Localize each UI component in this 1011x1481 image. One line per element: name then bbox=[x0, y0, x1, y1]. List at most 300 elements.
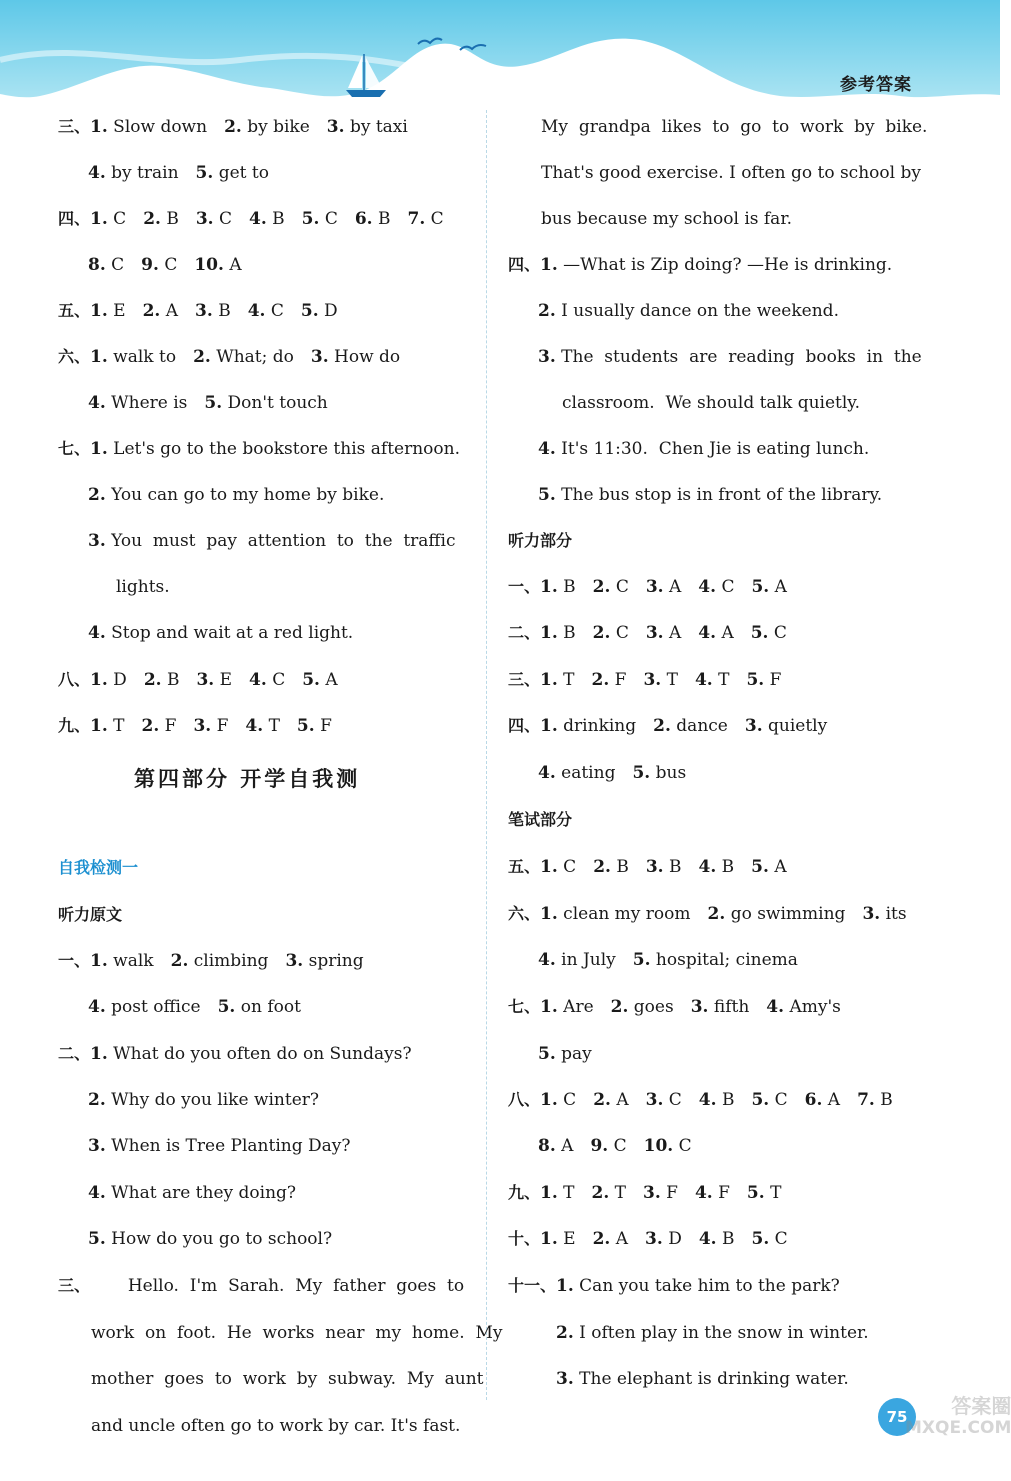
answer-text: My grandpa likes to go to work by bike. bbox=[541, 117, 928, 137]
answer-line bbox=[58, 299, 338, 323]
answer-text: fifth bbox=[713, 997, 750, 1017]
item-number: 5. bbox=[538, 485, 556, 505]
item-number: 3. bbox=[193, 716, 212, 736]
answer-text: A bbox=[827, 1090, 841, 1110]
item-number: 4. bbox=[698, 1229, 717, 1249]
answer-text: A bbox=[561, 1136, 574, 1156]
answer-line bbox=[508, 855, 787, 879]
answer-text: C bbox=[324, 209, 338, 229]
answer-text: C bbox=[721, 577, 735, 597]
answer-text: T bbox=[718, 670, 730, 690]
answer-line bbox=[58, 345, 400, 369]
answer-text: drinking bbox=[563, 716, 637, 736]
question-section-label: 三、 bbox=[58, 117, 91, 136]
answer-text: C bbox=[164, 255, 178, 275]
item-number: 4. bbox=[698, 857, 717, 877]
answer-text: its bbox=[885, 904, 907, 924]
item-number: 1. bbox=[540, 670, 558, 690]
answer-text: get to bbox=[218, 163, 269, 183]
item-number: 2. bbox=[653, 716, 671, 736]
answer-text: D bbox=[668, 1229, 682, 1249]
answer-line bbox=[91, 1367, 484, 1391]
answer-text: How do you go to school? bbox=[111, 1229, 333, 1249]
answer-text: B bbox=[616, 857, 629, 877]
question-section-label: 十、 bbox=[508, 1229, 541, 1248]
item-number: 5. bbox=[632, 763, 651, 783]
answer-text: Are bbox=[563, 997, 594, 1017]
item-number: 4. bbox=[766, 997, 785, 1017]
item-number: 3. bbox=[196, 670, 215, 690]
question-section-label: 七、 bbox=[58, 439, 91, 458]
item-number: 8. bbox=[538, 1136, 556, 1156]
question-section-label: 六、 bbox=[58, 347, 91, 366]
item-number: 2. bbox=[193, 347, 211, 367]
question-section-label: 四、 bbox=[58, 209, 91, 228]
answer-text: A bbox=[229, 255, 242, 275]
item-number: 1. bbox=[556, 1276, 574, 1296]
answer-text: Don't touch bbox=[227, 393, 328, 413]
item-number: 2. bbox=[591, 1183, 610, 1203]
answer-line bbox=[508, 1274, 840, 1298]
question-section-label: 一、 bbox=[58, 951, 91, 970]
answer-text: B bbox=[272, 209, 285, 229]
item-number: 7. bbox=[857, 1090, 875, 1110]
answer-line bbox=[116, 575, 170, 599]
item-number: 1. bbox=[540, 997, 558, 1017]
answer-text: C bbox=[615, 623, 629, 643]
answer-line bbox=[541, 161, 921, 185]
answer-text: eating bbox=[561, 763, 616, 783]
item-number: 2. bbox=[556, 1323, 574, 1343]
answer-text: T bbox=[614, 1183, 627, 1203]
answer-line bbox=[508, 808, 572, 832]
answer-text: C bbox=[430, 209, 444, 229]
item-number: 3. bbox=[645, 623, 664, 643]
item-number: 1. bbox=[90, 951, 108, 971]
item-number: 1. bbox=[540, 904, 558, 924]
answer-text: Where is bbox=[111, 393, 188, 413]
column-divider bbox=[486, 110, 487, 1400]
item-number: 3. bbox=[310, 347, 329, 367]
item-number: 7. bbox=[407, 209, 426, 229]
answer-line bbox=[508, 1227, 788, 1251]
question-section-label: 一、 bbox=[508, 577, 541, 596]
question-section-label: 四、 bbox=[508, 255, 541, 274]
answer-text: F bbox=[666, 1183, 678, 1203]
answer-line bbox=[58, 949, 364, 973]
answer-text: F bbox=[164, 716, 177, 736]
answer-text: classroom. We should talk quietly. bbox=[562, 393, 861, 413]
item-number: 1. bbox=[540, 716, 558, 736]
answer-line bbox=[91, 1321, 502, 1345]
item-number: 4. bbox=[694, 670, 713, 690]
item-number: 2. bbox=[592, 623, 611, 643]
item-number: 4. bbox=[245, 716, 264, 736]
item-number: 3. bbox=[645, 857, 664, 877]
answer-text: What; do bbox=[216, 347, 294, 367]
answer-line bbox=[58, 437, 460, 461]
answer-text: Let's go to the bookstore this afternoon. bbox=[113, 439, 460, 459]
answer-line bbox=[88, 621, 353, 645]
item-number: 4. bbox=[694, 1183, 713, 1203]
item-number: 3. bbox=[285, 951, 304, 971]
answer-line bbox=[508, 668, 781, 692]
item-number: 5. bbox=[746, 670, 765, 690]
section-heading: 听力原文 bbox=[58, 905, 123, 924]
item-number: 1. bbox=[540, 623, 558, 643]
answer-text: That's good exercise. I often go to school by bbox=[541, 163, 921, 183]
answer-line bbox=[538, 948, 798, 972]
answer-text: Can you take him to the park? bbox=[579, 1276, 840, 1296]
answer-line bbox=[508, 995, 841, 1019]
item-number: 1. bbox=[540, 255, 558, 275]
answer-text: C bbox=[113, 209, 127, 229]
answer-text: What do you often do on Sundays? bbox=[113, 1044, 412, 1064]
answer-text: When is Tree Planting Day? bbox=[111, 1136, 351, 1156]
answer-text: B bbox=[563, 577, 576, 597]
question-section-label: 八、 bbox=[508, 1090, 541, 1109]
answer-text: C bbox=[270, 301, 284, 321]
item-number: 1. bbox=[90, 670, 108, 690]
item-number: 2. bbox=[142, 301, 161, 321]
item-number: 5. bbox=[195, 163, 214, 183]
answer-text: B bbox=[563, 623, 576, 643]
answer-text: A bbox=[669, 623, 682, 643]
item-number: 9. bbox=[590, 1136, 609, 1156]
answer-text: T bbox=[770, 1183, 782, 1203]
answer-line bbox=[88, 1088, 319, 1112]
answer-text: What are they doing? bbox=[111, 1183, 297, 1203]
answer-text: C bbox=[668, 1090, 682, 1110]
answer-text: mother goes to work by subway. My aunt bbox=[91, 1369, 484, 1389]
answer-line bbox=[88, 529, 455, 553]
answer-text: T bbox=[268, 716, 280, 736]
answer-line bbox=[508, 575, 787, 599]
answer-text: walk bbox=[113, 951, 154, 971]
item-number: 5. bbox=[296, 716, 315, 736]
answer-line bbox=[538, 299, 839, 323]
item-number: 5. bbox=[751, 857, 769, 877]
item-number: 4. bbox=[538, 763, 556, 783]
item-number: 3. bbox=[195, 209, 214, 229]
answer-line bbox=[508, 621, 787, 645]
answer-text: F bbox=[718, 1183, 730, 1203]
item-number: 2. bbox=[224, 117, 242, 137]
question-section-label: 二、 bbox=[58, 1044, 91, 1063]
answer-text: bus bbox=[655, 763, 687, 783]
answer-text: C bbox=[111, 255, 125, 275]
answer-text: The students are reading books in the bbox=[561, 347, 922, 367]
answer-line bbox=[58, 714, 332, 738]
answer-text: Hello. I'm Sarah. My father goes to bbox=[90, 1276, 465, 1296]
answer-line bbox=[538, 1042, 592, 1066]
item-number: 2. bbox=[593, 857, 611, 877]
answer-text: walk to bbox=[113, 347, 177, 367]
answer-line bbox=[538, 1134, 692, 1158]
answer-text: pay bbox=[561, 1044, 592, 1064]
answer-text: I often play in the snow in winter. bbox=[579, 1323, 869, 1343]
answer-text: A bbox=[774, 577, 787, 597]
answer-text: C bbox=[613, 1136, 627, 1156]
item-number: 4. bbox=[538, 950, 556, 970]
item-number: 8. bbox=[88, 255, 106, 275]
item-number: 6. bbox=[354, 209, 373, 229]
answer-text: C bbox=[774, 1090, 788, 1110]
answer-text: A bbox=[774, 857, 787, 877]
answer-text: The bus stop is in front of the library. bbox=[561, 485, 883, 505]
item-number: 1. bbox=[540, 1183, 558, 1203]
item-number: 5. bbox=[88, 1229, 106, 1249]
item-number: 5. bbox=[751, 1229, 770, 1249]
item-number: 4. bbox=[249, 670, 267, 690]
answer-text: D bbox=[113, 670, 127, 690]
question-section-label: 五、 bbox=[508, 857, 541, 876]
item-number: 2. bbox=[538, 301, 556, 321]
item-number: 6. bbox=[804, 1090, 823, 1110]
answer-text: F bbox=[320, 716, 332, 736]
item-number: 4. bbox=[249, 209, 267, 229]
item-number: 4. bbox=[88, 997, 106, 1017]
answer-text: lights. bbox=[116, 577, 170, 597]
answer-line bbox=[88, 1134, 351, 1158]
answer-text: climbing bbox=[193, 951, 269, 971]
answer-text: —What is Zip doing? —He is drinking. bbox=[563, 255, 893, 275]
answer-text: F bbox=[769, 670, 782, 690]
answer-text: A bbox=[325, 670, 338, 690]
answer-text: B bbox=[166, 670, 180, 690]
item-number: 2. bbox=[591, 670, 610, 690]
item-number: 2. bbox=[143, 670, 162, 690]
answer-line bbox=[88, 1227, 332, 1251]
item-number: 9. bbox=[141, 255, 159, 275]
item-number: 5. bbox=[632, 950, 651, 970]
item-number: 4. bbox=[247, 301, 266, 321]
answer-line bbox=[88, 391, 328, 415]
answer-text: E bbox=[113, 301, 126, 321]
item-number: 5. bbox=[750, 623, 769, 643]
section-heading: 听力部分 bbox=[508, 531, 573, 550]
item-number: 5. bbox=[301, 209, 320, 229]
answer-text: T bbox=[113, 716, 125, 736]
answer-line bbox=[556, 1367, 849, 1391]
question-section-label: 四、 bbox=[508, 716, 541, 735]
section-heading: 自我检测一 bbox=[58, 858, 139, 877]
item-number: 1. bbox=[90, 117, 108, 137]
page-number: 75 bbox=[878, 1398, 916, 1436]
answer-line bbox=[508, 1181, 781, 1205]
item-number: 5. bbox=[746, 1183, 765, 1203]
item-number: 2. bbox=[141, 716, 160, 736]
answer-text: Slow down bbox=[113, 117, 208, 137]
answer-text: C bbox=[678, 1136, 692, 1156]
answer-text: E bbox=[563, 1229, 576, 1249]
answer-text: work on foot. He works near my home. My bbox=[91, 1323, 503, 1343]
answer-text: How do bbox=[334, 347, 401, 367]
question-section-label: 九、 bbox=[58, 716, 91, 735]
answer-line bbox=[538, 345, 922, 369]
answer-text: A bbox=[669, 577, 682, 597]
item-number: 3. bbox=[645, 1090, 664, 1110]
answer-text: D bbox=[324, 301, 338, 321]
item-number: 1. bbox=[540, 1090, 558, 1110]
answer-line bbox=[88, 483, 384, 507]
item-number: 2. bbox=[707, 904, 726, 924]
answer-text: on foot bbox=[240, 997, 301, 1017]
answer-text: by train bbox=[111, 163, 179, 183]
answer-line bbox=[58, 903, 122, 927]
item-number: 5. bbox=[300, 301, 319, 321]
answer-text: You must pay attention to the traffic bbox=[111, 531, 456, 551]
answer-line bbox=[538, 483, 882, 507]
question-section-label: 二、 bbox=[508, 623, 541, 642]
item-number: 1. bbox=[90, 1044, 108, 1064]
answer-text: B bbox=[721, 857, 735, 877]
item-number: 3. bbox=[645, 577, 664, 597]
item-number: 4. bbox=[698, 623, 717, 643]
answer-line bbox=[88, 161, 269, 185]
item-number: 3. bbox=[690, 997, 709, 1017]
answer-text: C bbox=[615, 577, 629, 597]
item-number: 4. bbox=[88, 623, 106, 643]
item-number: 1. bbox=[90, 716, 108, 736]
answer-text: bus because my school is far. bbox=[541, 209, 792, 229]
answer-text: A bbox=[165, 301, 179, 321]
question-section-label: 六、 bbox=[508, 904, 541, 923]
item-number: 2. bbox=[610, 997, 629, 1017]
answer-text: A bbox=[615, 1229, 629, 1249]
answer-line bbox=[538, 437, 869, 461]
answer-text: C bbox=[773, 623, 787, 643]
item-number: 3. bbox=[643, 670, 662, 690]
answer-line bbox=[562, 391, 860, 415]
answer-text: C bbox=[219, 209, 233, 229]
item-number: 3. bbox=[88, 1136, 106, 1156]
answer-text: T bbox=[666, 670, 678, 690]
item-number: 3. bbox=[556, 1369, 574, 1389]
header-title: 参考答案 bbox=[840, 75, 912, 95]
item-number: 2. bbox=[593, 1090, 611, 1110]
answer-text: dance bbox=[676, 716, 728, 736]
answer-text: Amy's bbox=[789, 997, 841, 1017]
answer-line bbox=[58, 1042, 412, 1066]
answer-text: quietly bbox=[768, 716, 828, 736]
item-number: 3. bbox=[88, 531, 106, 551]
answer-line bbox=[508, 253, 892, 277]
answer-line bbox=[58, 1274, 464, 1298]
answer-text: A bbox=[721, 623, 734, 643]
item-number: 1. bbox=[90, 439, 108, 459]
item-number: 4. bbox=[88, 163, 106, 183]
answer-text: clean my room bbox=[563, 904, 691, 924]
answer-line bbox=[88, 995, 301, 1019]
answer-line bbox=[541, 115, 927, 139]
item-number: 1. bbox=[90, 301, 108, 321]
answer-text: F bbox=[614, 670, 627, 690]
answer-text: It's 11:30. Chen Jie is eating lunch. bbox=[561, 439, 870, 459]
item-number: 1. bbox=[90, 209, 108, 229]
item-number: 3. bbox=[862, 904, 881, 924]
answer-text: B bbox=[378, 209, 391, 229]
answer-text: B bbox=[721, 1090, 735, 1110]
answer-text: hospital; cinema bbox=[655, 950, 798, 970]
item-number: 4. bbox=[698, 577, 717, 597]
answer-text: Why do you like winter? bbox=[111, 1090, 320, 1110]
item-number: 5. bbox=[751, 577, 770, 597]
item-number: 2. bbox=[88, 485, 106, 505]
answer-text: Stop and wait at a red light. bbox=[111, 623, 354, 643]
item-number: 10. bbox=[194, 255, 224, 275]
answer-text: by bike bbox=[247, 117, 310, 137]
answer-text: T bbox=[563, 1183, 575, 1203]
item-number: 5. bbox=[204, 393, 223, 413]
answer-text: I usually dance on the weekend. bbox=[561, 301, 839, 321]
answer-text: B bbox=[880, 1090, 893, 1110]
question-section-label: 三、 bbox=[58, 1276, 91, 1295]
answer-text: C bbox=[563, 1090, 577, 1110]
item-number: 5. bbox=[302, 670, 320, 690]
answer-line bbox=[58, 207, 444, 231]
answer-text: A bbox=[616, 1090, 629, 1110]
item-number: 2. bbox=[88, 1090, 106, 1110]
item-number: 1. bbox=[540, 577, 558, 597]
item-number: 1. bbox=[540, 857, 558, 877]
answer-text: B bbox=[166, 209, 179, 229]
item-number: 3. bbox=[643, 1183, 661, 1203]
answer-text: The elephant is drinking water. bbox=[579, 1369, 849, 1389]
item-number: 1. bbox=[90, 347, 108, 367]
answer-text: You can go to my home by bike. bbox=[111, 485, 385, 505]
answer-text: spring bbox=[308, 951, 364, 971]
item-number: 3. bbox=[326, 117, 345, 137]
question-section-label: 十一、 bbox=[508, 1276, 557, 1295]
answer-line bbox=[58, 668, 338, 692]
watermark-logo: 答案圈 MXQE.COM bbox=[905, 1394, 1011, 1438]
item-number: 2. bbox=[143, 209, 161, 229]
answer-text: go swimming bbox=[730, 904, 846, 924]
answer-line bbox=[58, 856, 138, 880]
item-number: 4. bbox=[538, 439, 556, 459]
item-number: 5. bbox=[751, 1090, 770, 1110]
item-number: 10. bbox=[643, 1136, 674, 1156]
item-number: 2. bbox=[592, 577, 611, 597]
answer-text: B bbox=[721, 1229, 735, 1249]
item-number: 1. bbox=[540, 1229, 558, 1249]
answer-line bbox=[88, 253, 242, 277]
question-section-label: 三、 bbox=[508, 670, 541, 689]
question-section-label: 五、 bbox=[58, 301, 91, 320]
item-number: 3. bbox=[744, 716, 763, 736]
question-section-label: 九、 bbox=[508, 1183, 541, 1202]
answer-text: in July bbox=[561, 950, 616, 970]
answer-text: post office bbox=[111, 997, 201, 1017]
question-section-label: 七、 bbox=[508, 997, 541, 1016]
item-number: 3. bbox=[645, 1229, 663, 1249]
section-heading: 笔试部分 bbox=[508, 810, 573, 829]
answer-text: goes bbox=[633, 997, 674, 1017]
item-number: 5. bbox=[538, 1044, 556, 1064]
answer-line bbox=[58, 115, 408, 139]
answer-text: by taxi bbox=[349, 117, 408, 137]
answer-line bbox=[91, 1414, 460, 1438]
answer-text: F bbox=[216, 716, 229, 736]
answer-line bbox=[541, 207, 792, 231]
item-number: 3. bbox=[195, 301, 213, 321]
answer-line bbox=[88, 1181, 296, 1205]
item-number: 2. bbox=[170, 951, 189, 971]
part-title: 第四部分 开学自我测 bbox=[134, 767, 361, 791]
answer-text: and uncle often go to work by car. It's fast. bbox=[91, 1416, 461, 1436]
answer-line bbox=[508, 1088, 893, 1112]
